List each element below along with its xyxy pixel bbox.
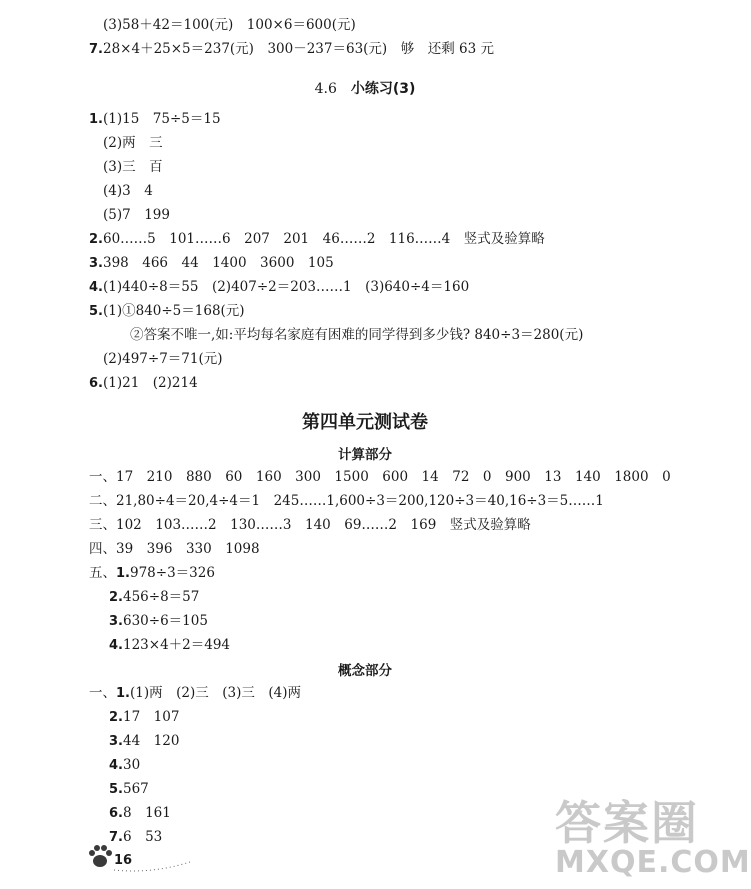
answer-line: 1.(1)15 75÷5＝15	[89, 111, 221, 127]
subsection-title: 计算部分	[338, 447, 392, 463]
answer-line: 5.(1)①840÷5＝168(元)	[89, 303, 245, 319]
answer-line: 7.6 53	[109, 829, 163, 845]
answer-line: (2)497÷7＝71(元)	[103, 351, 223, 367]
subsection-title: 概念部分	[338, 663, 392, 679]
unit-title: 第四单元测试卷	[302, 412, 428, 433]
section-title: 4.6 小练习(3)	[314, 81, 416, 97]
answer-line: 五、1.978÷3＝326	[89, 565, 215, 581]
answer-line: 6.(1)21 (2)214	[89, 375, 198, 391]
answer-line: 4.30	[109, 757, 141, 773]
answer-line: (5)7 199	[103, 207, 170, 223]
answer-line: 三、102 103……2 130……3 140 69……2 169 竖式及验算略	[89, 517, 531, 533]
answer-line: 一、1.(1)两 (2)三 (3)三 (4)两	[89, 685, 301, 701]
answer-line: 二、21,80÷4＝20,4÷4＝1 245……1,600÷3＝200,120÷3＝40,16÷3＝5……1	[89, 493, 604, 509]
paw-print-icon	[86, 842, 114, 870]
answer-line: (4)3 4	[103, 183, 153, 199]
answer-line: (2)两 三	[103, 135, 163, 151]
answer-line: 5.567	[109, 781, 149, 797]
answer-line: 3.630÷6＝105	[109, 613, 208, 629]
page-number: 16	[114, 853, 133, 868]
answer-line: (3)58＋42＝100(元) 100×6＝600(元)	[103, 17, 356, 33]
watermark-url: MXQE.COM	[555, 845, 751, 880]
answer-line: 3.44 120	[109, 733, 180, 749]
answer-line: 2.456÷8＝57	[109, 589, 200, 605]
answer-line: 4.(1)440÷8＝55 (2)407÷2＝203……1 (3)640÷4＝160	[89, 279, 470, 295]
answer-line: 2.17 107	[109, 709, 180, 725]
answer-line: 7.28×4＋25×5＝237(元) 300－237＝63(元) 够 还剩 63 元	[89, 41, 494, 57]
answer-line: ②答案不唯一,如:平均每名家庭有困难的同学得到多少钱? 840÷3＝280(元)	[130, 327, 584, 343]
answer-line: 一、17 210 880 60 160 300 1500 600 14 72 0 900 13 140 1800 0	[89, 469, 671, 485]
answer-line: 2.60……5 101……6 207 201 46……2 116……4 竖式及验算略	[89, 231, 545, 247]
answer-line: 四、39 396 330 1098	[89, 541, 260, 557]
answer-line: 4.123×4＋2＝494	[109, 637, 231, 653]
watermark-text: 答案圈	[555, 796, 699, 850]
answer-line: 3.398 466 44 1400 3600 105	[89, 255, 334, 271]
answer-line: (3)三 百	[103, 159, 163, 175]
answer-line: 6.8 161	[109, 805, 171, 821]
watermark-logo	[555, 796, 751, 880]
